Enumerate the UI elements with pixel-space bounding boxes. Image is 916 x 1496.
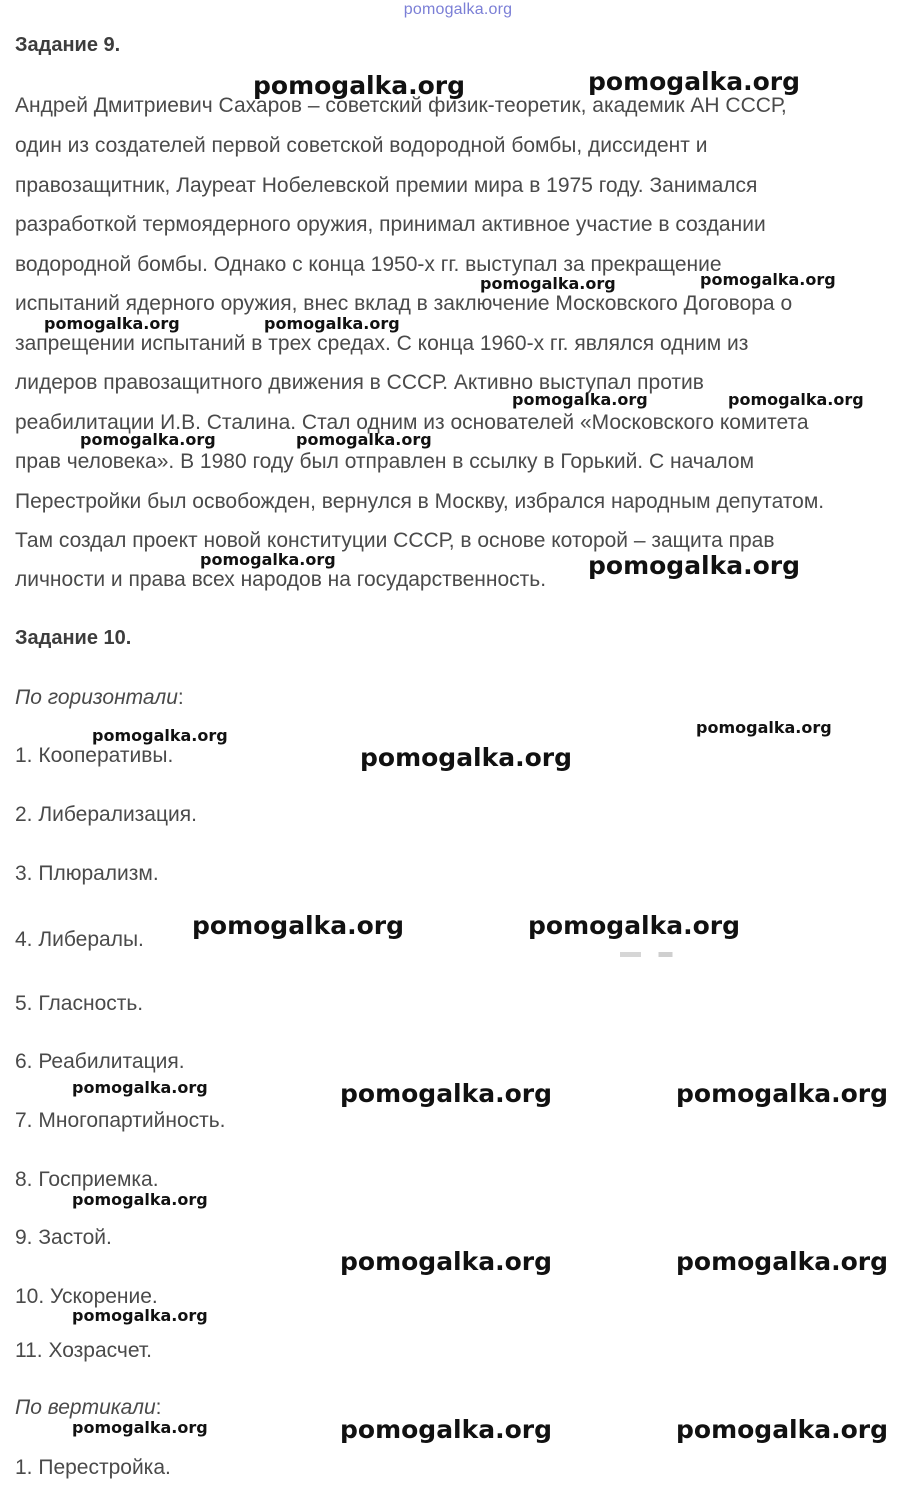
task10-heading: Задание 10. [15, 627, 132, 649]
paragraph-line: испытаний ядерного оружия, внес вклад в заключение Московского Договора о [15, 292, 793, 315]
list-item: 3. Плюрализм. [15, 862, 159, 885]
list-item: 10. Ускорение. [15, 1285, 158, 1308]
watermark: pomogalka.org [72, 1306, 208, 1325]
list-item: 6. Реабилитация. [15, 1050, 185, 1073]
paragraph-line: Андрей Дмитриевич Сахаров – советский физик-теоретик, академик АН СССР, [15, 94, 787, 117]
watermark: pomogalka.org [72, 1190, 208, 1209]
paragraph-line: разработкой термоядерного оружия, принимал активное участие в создании [15, 213, 766, 236]
paragraph-line: лидеров правозащитного движения в СССР. Активно выступал против [15, 371, 704, 394]
list-item: 7. Многопартийность. [15, 1109, 226, 1132]
vertical-label [15, 1396, 162, 1420]
watermark: pomogalka.org [200, 550, 336, 569]
watermark: pomogalka.org [72, 1418, 208, 1437]
horizontal-label-text: По горизонтали [15, 686, 178, 709]
watermark: pomogalka.org [588, 551, 801, 580]
watermark: pomogalka.org [588, 67, 801, 96]
watermark: pomogalka.org [696, 718, 832, 737]
list-item: 9. Застой. [15, 1226, 112, 1249]
watermark: pomogalka.org [528, 911, 741, 940]
list-item: 8. Госприемка. [15, 1168, 159, 1191]
paragraph-line: личности и права всех народов на государственность. [15, 568, 547, 591]
watermark: pomogalka.org [512, 390, 648, 409]
watermark: pomogalka.org [340, 1079, 553, 1108]
watermark: pomogalka.org [676, 1079, 889, 1108]
horizontal-label-colon: : [177, 686, 184, 709]
watermark: pomogalka.org [253, 71, 466, 100]
top-site-watermark: pomogalka.org [403, 1, 513, 18]
watermark: pomogalka.org [728, 390, 864, 409]
list-item: 5. Гласность. [15, 992, 144, 1015]
watermark: pomogalka.org [44, 314, 180, 333]
watermark: pomogalka.org [676, 1415, 889, 1444]
vertical-label-text: По вертикали [15, 1396, 156, 1419]
list-item: 2. Либерализация. [15, 803, 197, 826]
horizontal-label [15, 686, 184, 710]
paragraph-line: реабилитации И.В. Сталина. Стал одним из основателей «Московского комитета [15, 411, 809, 434]
watermark: pomogalka.org [360, 743, 573, 772]
watermark: pomogalka.org [92, 726, 228, 745]
paragraph-line: запрещении испытаний в трех средах. С конца 1960-х гг. являлся одним из [15, 332, 749, 355]
watermark: pomogalka.org [480, 274, 616, 293]
task9-heading: Задание 9. [15, 34, 121, 56]
watermark: pomogalka.org [264, 314, 400, 333]
watermark: pomogalka.org [676, 1247, 889, 1276]
list-item: 4. Либералы. [15, 928, 144, 951]
watermark: pomogalka.org [340, 1247, 553, 1276]
paragraph-line: правозащитник, Лауреат Нобелевской премии мира в 1975 году. Занимался [15, 174, 758, 197]
list-item: 1. Перестройка. [15, 1456, 171, 1479]
watermark: pomogalka.org [80, 430, 216, 449]
paragraph-line: Там создал проект новой конституции СССР, в основе которой – защита прав [15, 529, 775, 552]
paragraph-line: водородной бомбы. Однако с конца 1950-х гг. выступал за прекращение [15, 253, 722, 276]
paragraph-line: один из создателей первой советской водородной бомбы, диссидент и [15, 134, 708, 157]
vertical-label-colon: : [155, 1396, 162, 1419]
watermark: pomogalka.org [72, 1078, 208, 1097]
paragraph-line: прав человека». В 1980 году был отправлен в ссылку в Горький. С началом [15, 450, 755, 473]
watermark: pomogalka.org [192, 911, 405, 940]
scan-smudge [620, 952, 690, 957]
watermark: pomogalka.org [296, 430, 432, 449]
watermark: pomogalka.org [340, 1415, 553, 1444]
watermark: pomogalka.org [700, 270, 836, 289]
paragraph-line: Перестройки был освобожден, вернулся в Москву, избрался народным депутатом. [15, 490, 825, 513]
list-item: 11. Хозрасчет. [15, 1339, 152, 1362]
list-item: 1. Кооперативы. [15, 744, 174, 767]
